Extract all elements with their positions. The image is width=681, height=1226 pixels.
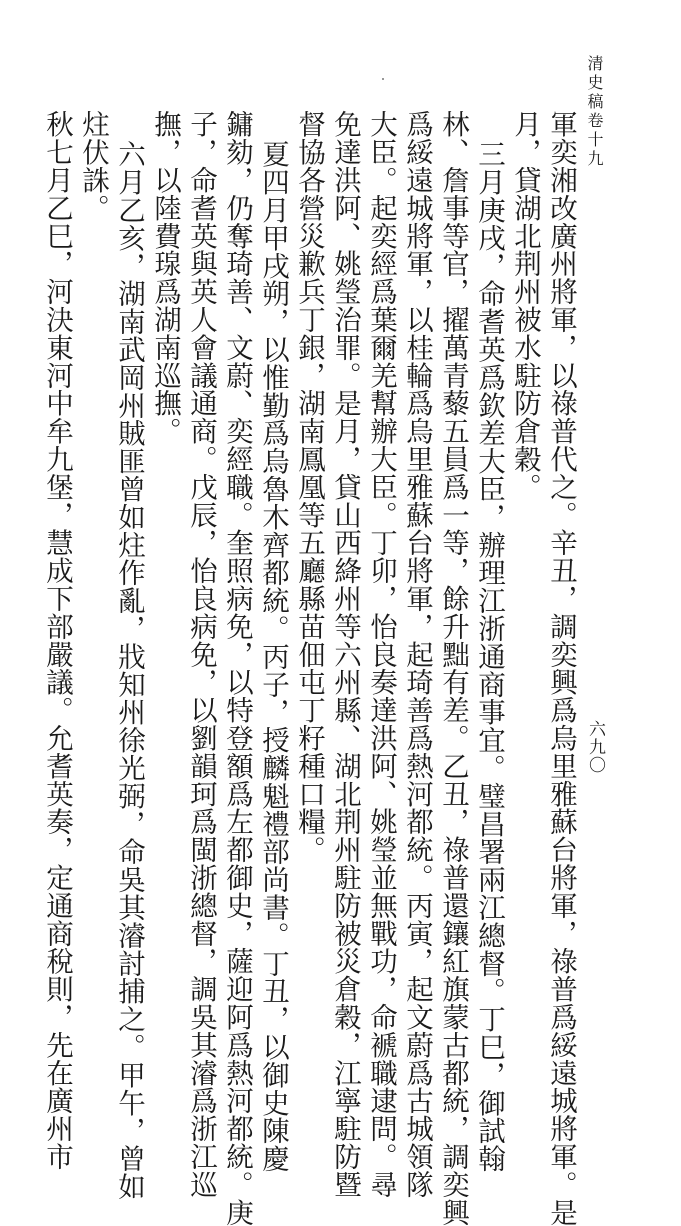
running-title: 清史稿卷十九 (585, 55, 604, 169)
text-column-15: 秋七月乙巳，河決東河中牟九堡，慧成下部嚴議。允耆英奏，定通商稅則，先在廣州市 (41, 110, 73, 1171)
text-column-3: 三月庚戌，命耆英爲欽差大臣，辦理江浙通商事宜。璧昌署兩江總督。丁巳，御試翰 (473, 140, 505, 1173)
text-column-1: 軍奕湘改廣州將軍，以祿普代之。辛丑，調奕興爲烏里雅蘇台將軍，祿普爲綏遠城將軍。是 (545, 110, 577, 1226)
text-column-13: 六月乙亥，湖南武岡州賊匪曾如炷作亂，戕知州徐光弼，命吳其濬討捕之。甲午，曾如 (113, 140, 145, 1201)
text-column-11: 子，命耆英與英人會議通商。戊辰，怡良病免，以劉韻珂爲閩浙總督，調吳其濬爲浙江巡 (185, 110, 217, 1199)
text-column-5: 爲綏遠城將軍，以桂輪爲烏里雅蘇台將軍，起琦善爲熱河都統。丙寅，起文蔚爲古城領隊 (401, 110, 433, 1199)
text-column-7: 免達洪阿、姚瑩治罪。是月，貸山西絳州等六州縣、湖北荆州駐防被災倉穀，江寧駐防暨 (329, 110, 361, 1199)
text-column-14: 炷伏誅。 (77, 110, 109, 222)
text-column-9: 夏四月甲戌朔，以惟勤爲烏魯木齊都統。丙子，授麟魁禮部尚書。丁丑，以御史陳慶 (257, 140, 289, 1173)
text-column-8: 督協各營災歉兵丁銀，湖南鳳凰等五廳縣苗佃屯丁籽種口糧。 (293, 110, 325, 864)
scan-speck (382, 78, 384, 80)
text-column-2: 月，貸湖北荆州被水駐防倉穀。 (509, 110, 541, 501)
text-column-6: 大臣。起奕經爲葉爾羌幫辦大臣。丁卯，怡良奏達洪阿、姚瑩並無戰功，命褫職逮問。尋 (365, 110, 397, 1199)
page-number: 六九〇 (585, 720, 605, 774)
text-column-12: 撫，以陸費瑔爲湖南巡撫。 (149, 110, 181, 445)
text-column-10: 鏞劾，仍奪琦善、文蔚、奕經職。奎照病免，以特登額爲左都御史，薩迎阿爲熱河都統。庚 (221, 110, 253, 1226)
text-column-4: 林、詹事等官，擢萬青藜五員爲一等，餘升黜有差。乙丑，祿普還鑲紅旗蒙古都統，調奕興 (437, 110, 469, 1226)
